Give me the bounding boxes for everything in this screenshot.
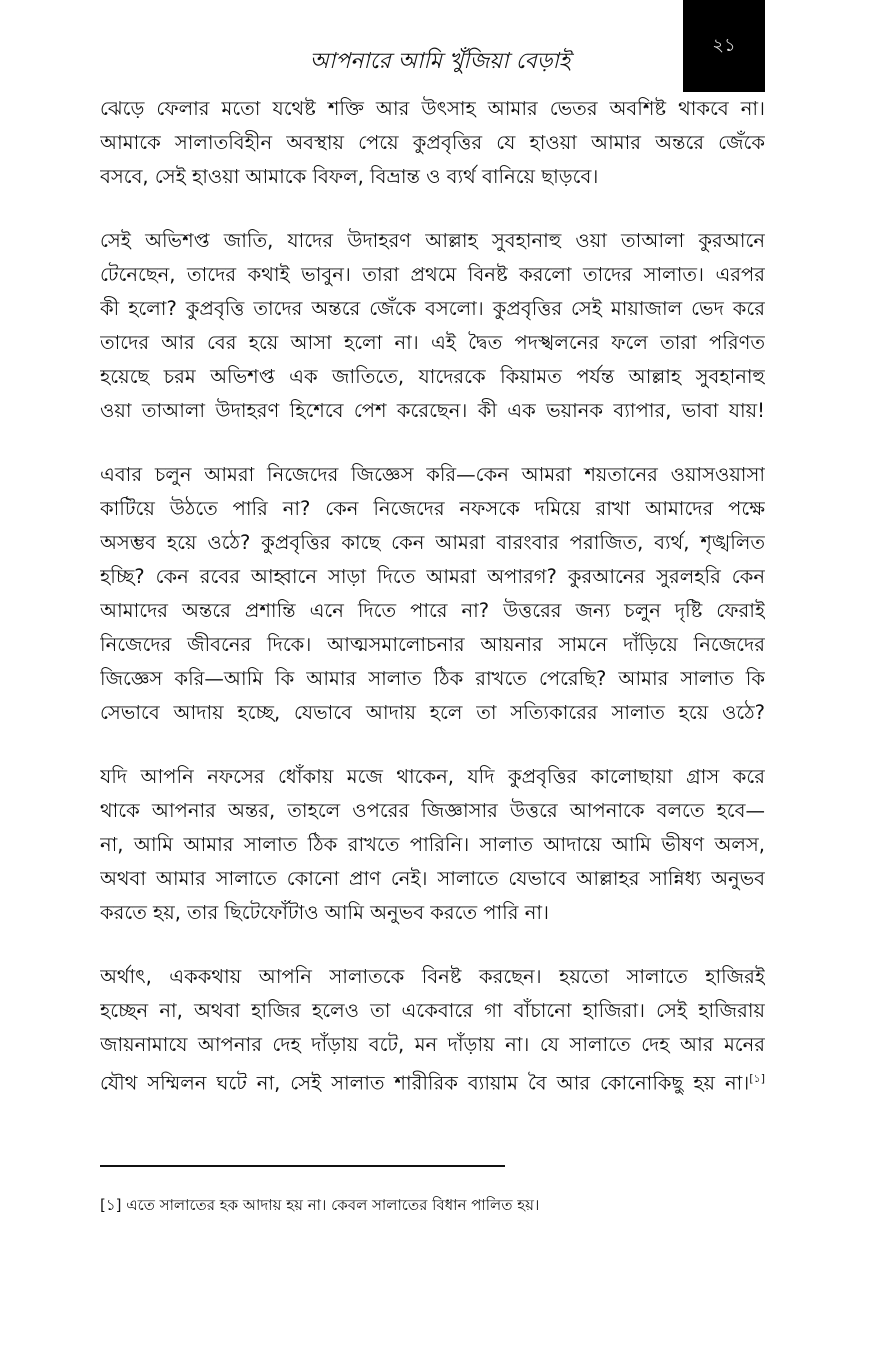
footnote: [১] এতে সালাতের হক আদায় হয় না। কেবল সালাতের বিধান পালিত হয়। [100,1196,540,1214]
line-text: টেনেছেন, তাদের কথাই ভাবুন। তারা প্রথমে বিনষ্ট করলো তাদের সালাত। এরপর [100,263,765,286]
line-text: থাকে আপনার অন্তর, তাহলে ওপরের জিজ্ঞাসার উত্তরে আপনাকে বলতে হবে— [100,799,765,822]
line-text: অর্থাৎ, এককথায় আপনি সালাতকে বিনষ্ট করছেন। হয়তো সালাতে হাজিরই [100,965,765,988]
text-line [100,1028,765,1062]
line-text: জায়নামাযে আপনার দেহ দাঁড়ায় বটে, মন দাঁড়ায় না। যে সালাতে দেহ আর মনের [100,1033,765,1056]
page-number: ২১ [712,34,736,56]
line-text: আমাকে সালাতবিহীন অবস্থায় পেয়ে কুপ্রবৃত্তির যে হাওয়া আমার অন্তরে জেঁকে [100,131,765,154]
text-line [100,1062,765,1096]
line-text: অসম্ভব হয়ে ওঠে? কুপ্রবৃত্তির কাছে কেন আমরা বারংবার পরাজিত, ব্যর্থ, শৃঙ্খলিত [100,531,765,554]
text-line [100,560,765,594]
text-line [100,526,765,560]
running-header-title: আপনারে আমি খুঁজিয়া বেড়াই [309,49,571,74]
line-text: কাটিয়ে উঠতে পারি না? কেন নিজেদের নফসকে দমিয়ে রাখা আমাদের পক্ষে [100,497,765,520]
body-text [100,92,765,1126]
text-line [100,994,765,1028]
paragraph [100,92,765,194]
text-line [100,794,765,828]
line-text: নিজেদের জীবনের দিকে। আত্মসমালোচনার আয়নার সামনে দাঁড়িয়ে নিজেদের [100,633,765,656]
text-line [100,896,765,930]
page-number-box [683,0,765,92]
text-line [100,492,765,526]
line-text: সেই অভিশপ্ত জাতি, যাদের উদাহরণ আল্লাহ সুবহানাহু ওয়া তাআলা কুরআনে [100,229,765,252]
paragraph [100,960,765,1096]
line-text: জিজ্ঞেস করি—আমি কি আমার সালাত ঠিক রাখতে পেরেছি? আমার সালাত কি [100,667,765,690]
text-line [100,662,765,696]
line-text: আমাদের অন্তরে প্রশান্তি এনে দিতে পারে না? উত্তরের জন্য চলুন দৃষ্টি ফেরাই [100,599,765,622]
line-text: হচ্ছেন না, অথবা হাজির হলেও তা একেবারে গা বাঁচানো হাজিরা। সেই হাজিরায় [100,999,765,1022]
text-line [100,760,765,794]
text-line [100,126,765,160]
paragraph [100,458,765,730]
line-text: হচ্ছি? কেন রবের আহ্বানে সাড়া দিতে আমরা অপারগ? কুরআনের সুরলহরি কেন [100,565,765,588]
text-line [100,458,765,492]
line-text: করতে হয়, তার ছিটেফোঁটাও আমি অনুভব করতে পারি না। [100,901,549,924]
text-line [100,394,765,428]
line-text: ঝেড়ে ফেলার মতো যথেষ্ট শক্তি আর উৎসাহ আমার ভেতর অবশিষ্ট থাকবে না। [100,97,765,120]
line-text: হয়েছে চরম অভিশপ্ত এক জাতিতে, যাদেরকে কিয়ামত পর্যন্ত আল্লাহ সুবহানাহু [100,365,765,388]
line-text: যৌথ সম্মিলন ঘটে না, সেই সালাত শারীরিক ব্যায়াম বৈ আর কোনোকিছু হয় না। [100,1071,750,1095]
text-line [100,360,765,394]
text-line [100,292,765,326]
paragraph [100,224,765,428]
line-text: ওয়া তাআলা উদাহরণ হিশেবে পেশ করেছেন। কী এক ভয়ানক ব্যাপার, ভাবা যায়! [100,399,765,422]
text-line [100,628,765,662]
line-text: সেভাবে আদায় হচ্ছে, যেভাবে আদায় হলে তা সত্যিকারের সালাত হয়ে ওঠে? [100,701,765,724]
line-text: অথবা আমার সালাতে কোনো প্রাণ নেই। সালাতে যেভাবে আল্লাহর সান্নিধ্য অনুভব [100,867,765,890]
text-line [100,258,765,292]
text-line [100,862,765,896]
line-text: তাদের আর বের হয়ে আসা হলো না। এই দ্বৈত পদস্খলনের ফলে তারা পরিণত [100,331,765,354]
text-line [100,160,765,194]
text-line [100,224,765,258]
paragraph [100,760,765,930]
footnote-divider [100,1165,505,1167]
text-line [100,92,765,126]
line-text: এবার চলুন আমরা নিজেদের জিজ্ঞেস করি—কেন আমরা শয়তানের ওয়াসওয়াসা [100,463,765,486]
line-text: বসবে, সেই হাওয়া আমাকে বিফল, বিভ্রান্ত ও ব্যর্থ বানিয়ে ছাড়বে। [100,165,599,188]
line-text: না, আমি আমার সালাত ঠিক রাখতে পারিনি। সালাত আদায়ে আমি ভীষণ অলস, [100,833,765,856]
text-line [100,326,765,360]
footnote-reference[interactable]: [১] [749,1072,765,1085]
text-line [100,594,765,628]
line-text: যদি আপনি নফসের ধোঁকায় মজে থাকেন, যদি কুপ্রবৃত্তির কালোছায়া গ্রাস করে [100,765,765,788]
text-line [100,960,765,994]
text-line [100,828,765,862]
text-line [100,696,765,730]
line-text: কী হলো? কুপ্রবৃত্তি তাদের অন্তরে জেঁকে বসলো। কুপ্রবৃত্তির সেই মায়াজাল ভেদ করে [100,297,765,320]
